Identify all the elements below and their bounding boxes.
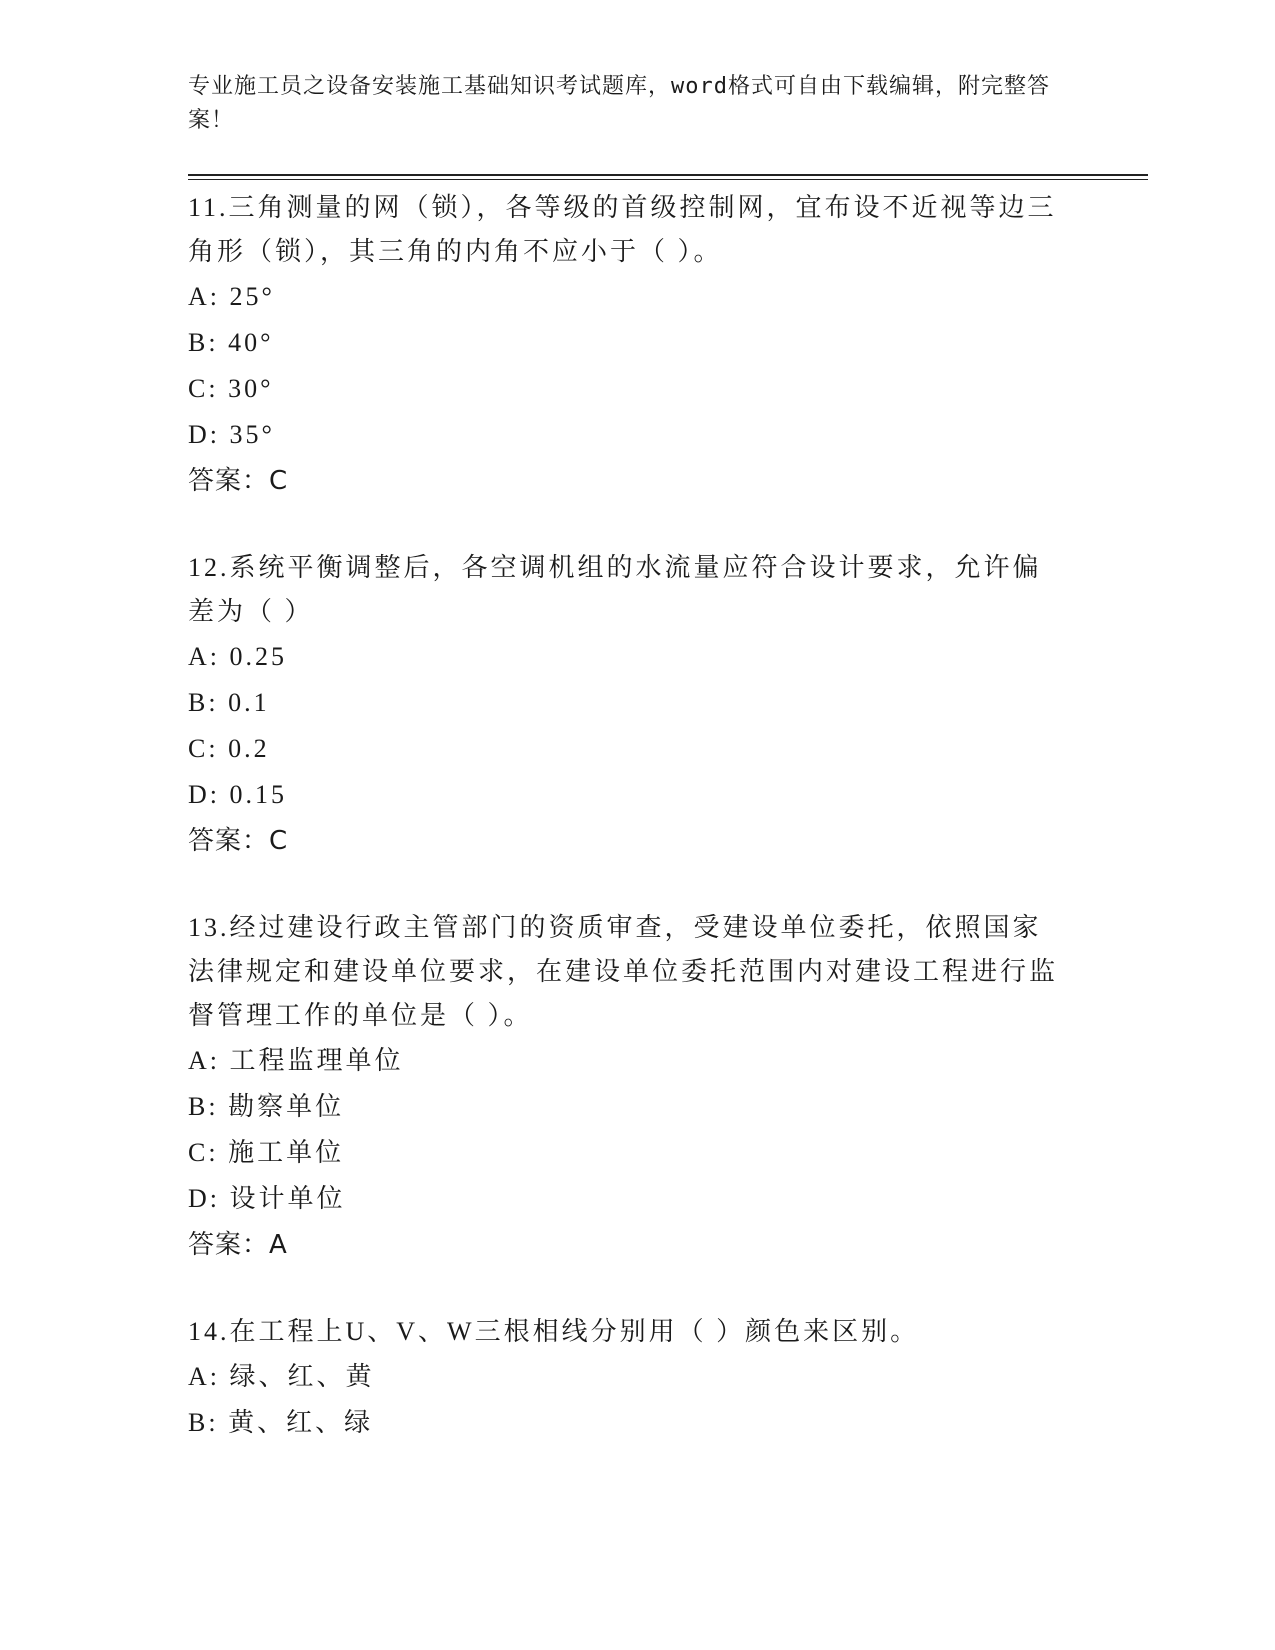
question-stem: 13.经过建设行政主管部门的资质审查，受建设单位委托，依照国家法律规定和建设单位要求，在建设单位委托范围内对建设工程进行监督管理工作的单位是（ ）。 [188, 913, 1059, 1030]
question-11 [188, 186, 1068, 504]
option-a: A: 工程监理单位 [188, 1046, 404, 1075]
question-spacer [188, 1268, 1148, 1310]
option-b: B: 40° [188, 328, 274, 357]
question-14 [188, 1310, 1068, 1446]
header-divider-thick [188, 174, 1148, 176]
option-c: C: 施工单位 [188, 1138, 345, 1167]
answer-line: 答案：C [188, 826, 289, 856]
answer-line: 答案：C [188, 466, 289, 496]
question-stem: 14.在工程上U、V、W三根相线分别用（ ）颜色来区别。 [188, 1317, 920, 1346]
question-stem: 11.三角测量的网（锁），各等级的首级控制网，宜布设不近视等边三角形（锁），其三角的内角不应小于（ ）。 [188, 193, 1057, 266]
header-divider-thin [188, 179, 1148, 180]
option-b: B: 勘察单位 [188, 1092, 345, 1121]
answer-line: 答案：A [188, 1230, 288, 1260]
option-d: D: 0.15 [188, 780, 287, 809]
document-header: 专业施工员之设备安装施工基础知识考试题库，word格式可自由下载编辑，附完整答案！ [188, 74, 1050, 133]
option-c: C: 0.2 [188, 734, 270, 763]
option-d: D: 35° [188, 420, 275, 449]
option-a: A: 0.25 [188, 642, 287, 671]
question-13 [188, 906, 1068, 1268]
option-d: D: 设计单位 [188, 1184, 346, 1213]
option-c: C: 30° [188, 374, 274, 403]
option-b: B: 黄、红、绿 [188, 1408, 374, 1437]
question-stem: 12.系统平衡调整后，各空调机组的水流量应符合设计要求，允许偏差为（ ） [188, 553, 1042, 626]
option-b: B: 0.1 [188, 688, 270, 717]
document-page [188, 70, 1148, 1446]
question-spacer [188, 864, 1148, 906]
question-spacer [188, 504, 1148, 546]
option-a: A: 25° [188, 282, 275, 311]
question-12 [188, 546, 1068, 864]
option-a: A: 绿、红、黄 [188, 1362, 375, 1391]
